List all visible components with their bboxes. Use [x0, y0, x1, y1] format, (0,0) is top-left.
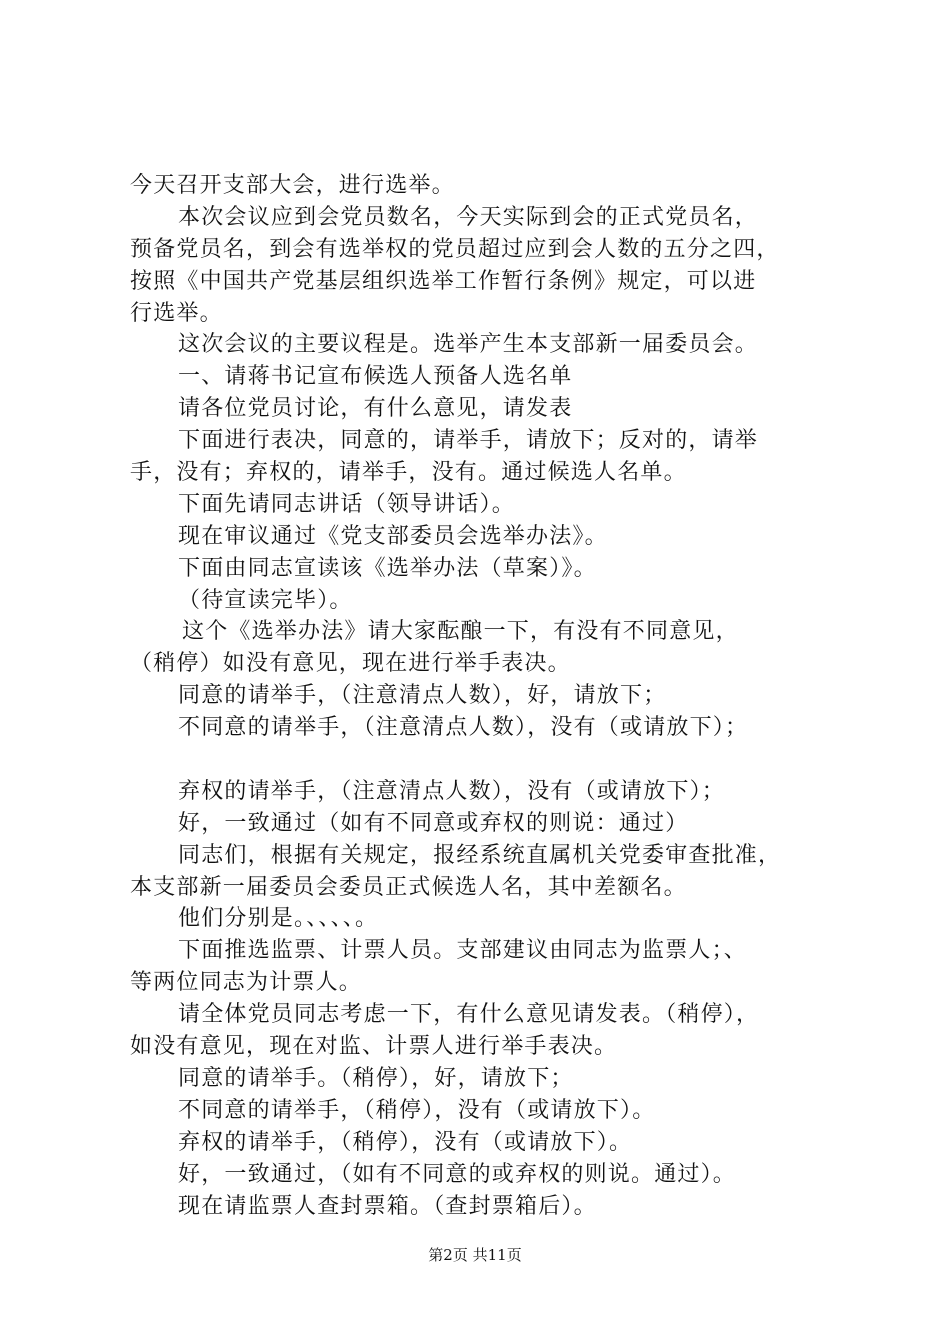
text-line: 不同意的请举手，（稍停），没有（或请放下）。: [178, 1097, 656, 1123]
text-line: 今天召开支部大会，进行选举。: [130, 173, 455, 198]
text-line: 同意的请举手，（注意清点人数），好，请放下；: [178, 683, 667, 709]
text-line: 请全体党员同志考虑一下，有什么意见请发表。（稍停），: [178, 1002, 760, 1028]
text-line: 请各位党员讨论，有什么意见，请发表: [178, 396, 573, 422]
page-number-footer: 第2页 共11页: [428, 1246, 522, 1264]
text-line: 预备党员名，到会有选举权的党员超过应到会人数的五分之四，: [130, 236, 780, 262]
text-line: 这个《选举办法》请大家酝酿一下，有没有不同意见，: [182, 619, 739, 645]
text-line: 下面进行表决，同意的，请举手，请放下；反对的，请举: [178, 428, 759, 454]
text-line: 好，一致通过，（如有不同意的或弃权的则说。通过）。: [178, 1161, 737, 1187]
text-line: 同志们，根据有关规定，报经系统直属机关党委审查批准，: [178, 842, 782, 868]
text-line: 手，没有；弃权的，请举手，没有。通过候选人名单。: [130, 460, 687, 486]
text-line: 现在请监票人查封票箱。（查封票箱后）。: [178, 1193, 597, 1219]
text-line: 他们分别是。、、、、。: [178, 906, 379, 932]
text-line: 如没有意见，现在对监、计票人进行举手表决。: [130, 1034, 618, 1060]
text-line: 现在审议通过《党支部委员会选举办法》。: [178, 523, 608, 549]
text-line: 本支部新一届委员会委员正式候选人名，其中差额名。: [130, 874, 687, 900]
text-line: 这次会议的主要议程是。选举产生本支部新一届委员会。: [178, 332, 759, 358]
text-line: 弃权的请举手，（稍停），没有（或请放下）。: [178, 1129, 633, 1155]
text-line: 按照《中国共产党基层组织选举工作暂行条例》规定，可以进: [130, 268, 757, 294]
text-line: 下面推选监票、计票人员。支部建议由同志为监票人；、: [178, 938, 748, 964]
text-line: 下面先请同志讲话（领导讲话）。: [178, 491, 516, 517]
text-line: （待宣读完毕）。: [178, 587, 353, 613]
document-body: [130, 170, 840, 1222]
text-line: 本次会议应到会党员数名，今天实际到会的正式党员名，: [178, 204, 759, 230]
text-line: （稍停）如没有意见，现在进行举手表决。: [130, 651, 571, 677]
text-line: 弃权的请举手，（注意清点人数），没有（或请放下）；: [178, 778, 726, 804]
text-line: 行选举。: [130, 300, 223, 326]
blank-line: [130, 744, 840, 776]
text-line: 一、请蒋书记宣布候选人预备人选名单: [178, 364, 573, 390]
text-line: 不同意的请举手，（注意清点人数），没有（或请放下）；: [178, 715, 749, 741]
text-line: 下面由同志宣读该《选举办法（草案）》。: [178, 555, 597, 581]
text-line: 同意的请举手。（稍停），好，请放下；: [178, 1065, 574, 1091]
text-line: 好，一致通过（如有不同意或弃权的则说：通过）: [178, 810, 689, 836]
text-line: 等两位同志为计票人。: [130, 970, 363, 996]
